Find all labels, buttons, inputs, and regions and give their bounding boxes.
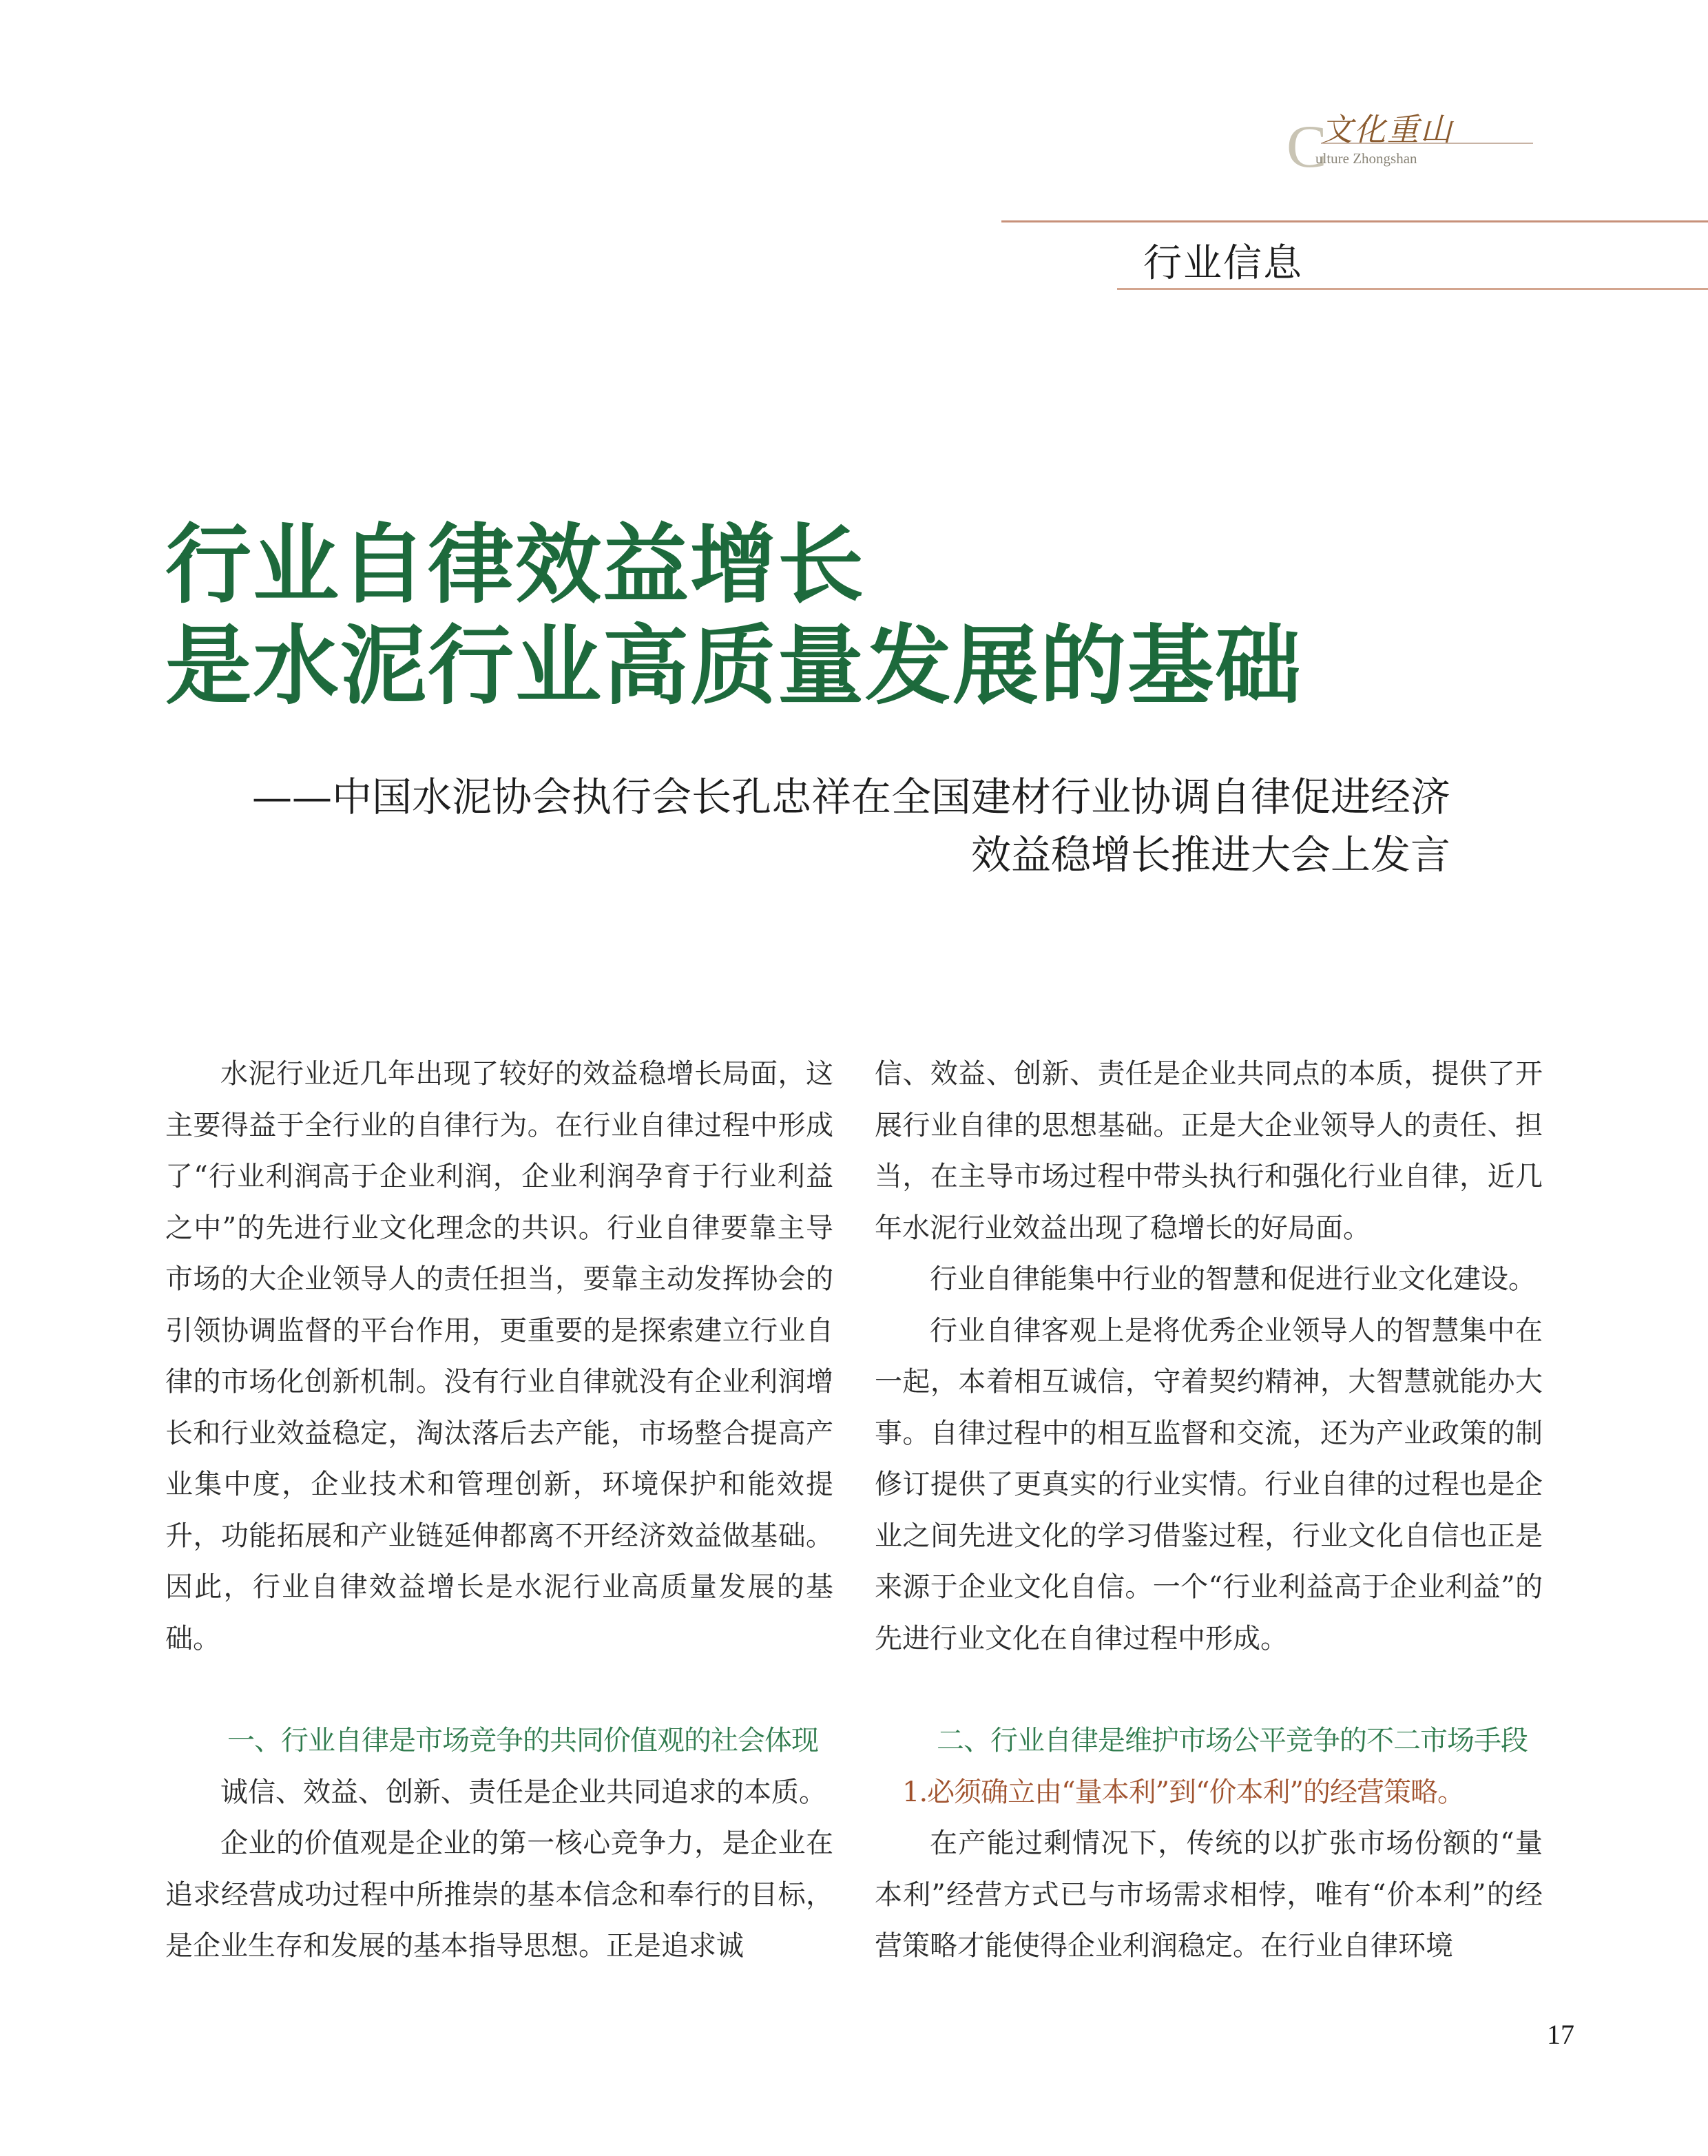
paragraph: 诚信、效益、创新、责任是企业共同追求的本质。 xyxy=(220,1776,826,1808)
paragraph: 行业自律客观上是将优秀企业领导人的智慧集中在一起，本着相互诚信，守着契约精神，大智慧就能办大事。自律过程中的相互监督和交流，还为产业政策的制修订提供了更真实的行业实情。行业自律的过程也是企业之间先进文化的学习借鉴过程，行业文化自信也正是来源于企业文化自信。一个“行业利益高于企业利益”的先进行业文化在自律过程中形成。 xyxy=(875,1314,1543,1655)
paragraph: 企业的价值观是企业的第一核心竞争力，是企业在追求经营成功过程中所推崇的基本信念和奉行的目标，是企业生存和发展的基本指导思想。正是追求诚 xyxy=(165,1827,833,1962)
section-label: 行业信息 xyxy=(1143,241,1303,286)
header-bottom-rule xyxy=(1117,288,1708,290)
left-column xyxy=(165,1048,833,1972)
section-heading-1: 一、行业自律是市场竞争的共同价值观的社会体现 xyxy=(227,1725,818,1756)
paragraph: 行业自律能集中行业的智慧和促进行业文化建设。 xyxy=(930,1263,1536,1295)
logo-initial: C xyxy=(1287,114,1327,180)
paragraph-gap xyxy=(165,1664,833,1715)
right-column xyxy=(875,1048,1543,1972)
header-top-rule xyxy=(1001,220,1708,222)
paragraph-continued: 信、效益、创新、责任是企业共同点的本质，提供了开展行业自律的思想基础。正是大企业领导人的责任、担当，在主导市场过程中带头执行和强化行业自律，近几年水泥行业效益出现了稳增长的好局面。 xyxy=(875,1058,1543,1244)
article-subtitle-line-2: 效益稳增长推进大会上发言 xyxy=(970,831,1450,878)
article-subtitle-line-1: ——中国水泥协会执行会长孔忠祥在全国建材行业协调自律促进经济 xyxy=(251,774,1450,820)
paragraph: 在产能过剩情况下，传统的以扩张市场份额的“量本利”经营方式已与市场需求相悖，唯有“价本利”的经营策略才能使得企业利润稳定。在行业自律环境 xyxy=(875,1827,1543,1962)
logo-divider xyxy=(1321,143,1533,144)
logo-chinese-text: 文化重山 xyxy=(1321,111,1453,148)
article-title-line-2: 是水泥行业高质量发展的基础 xyxy=(165,616,1302,716)
sub-heading-1: 1.必须确立由“量本利”到“价本利”的经营策略。 xyxy=(902,1776,1464,1808)
article-title-line-1: 行业自律效益增长 xyxy=(165,515,865,615)
paragraph-gap xyxy=(875,1664,1543,1715)
section-heading-2: 二、行业自律是维护市场公平竞争的不二市场手段 xyxy=(937,1725,1528,1756)
page-number: 17 xyxy=(1547,2019,1574,2050)
logo-english-text: ulture Zhongshan xyxy=(1315,150,1417,167)
paragraph: 水泥行业近几年出现了较好的效益稳增长局面，这主要得益于全行业的自律行为。在行业自律过程中形成了“行业利润高于企业利润，企业利润孕育于行业利益之中”的先进行业文化理念的共识。行业自律要靠主导市场的大企业领导人的责任担当，要靠主动发挥协会的引领协调监督的平台作用，更重要的是探索建立行业自律的市场化创新机制。没有行业自律就没有企业利润增长和行业效益稳定，淘汰落后去产能，市场整合提高产业集中度，企业技术和管理创新，环境保护和能效提升，功能拓展和产业链延伸都离不开经济效益做基础。因此，行业自律效益增长是水泥行业高质量发展的基础。 xyxy=(165,1058,833,1655)
